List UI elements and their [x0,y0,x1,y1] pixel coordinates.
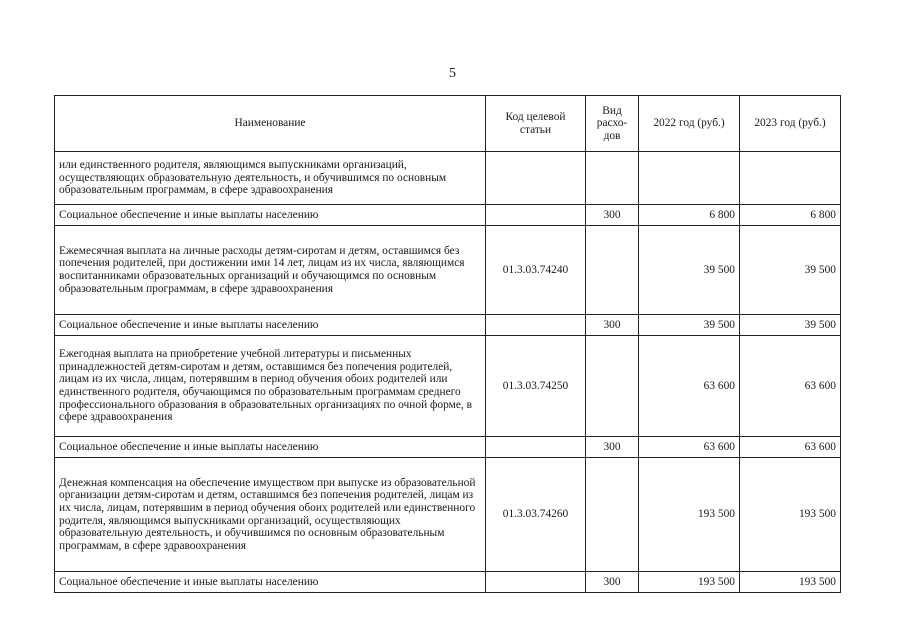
table-row [55,336,841,437]
table-row [55,458,841,572]
row-kind: 300 [586,572,639,593]
row-2023: 39 500 [740,315,841,336]
row-code [486,437,586,458]
row-name: Ежемесячная выплата на личные расходы детям-сиротам и детям, оставшимся без попечения родителей, при достижении ими 14 лет, лицам из их числа, являющимся воспитанниками образовательных организаций и обучающимся по основным образовательным программам, в сфере здравоохранения [55,226,486,315]
row-2023: 63 600 [740,336,841,437]
row-kind [586,226,639,315]
row-name: Денежная компенсация на обеспечение имуществом при выпуске из образовательной организации детям-сиротам и детям, оставшимся без попечения родителей, лицам из их числа, лицам, потерявшим в период обучения обоих родителей или единственного родителя, являющимся выпускниками организаций, осуществляющих образовательную деятельность, и обучившимся по основным образовательным программам, в сфере здравоохранения [55,458,486,572]
row-kind: 300 [586,315,639,336]
table-row [55,437,841,458]
row-code [486,152,586,205]
row-2022: 6 800 [639,205,740,226]
row-kind: 300 [586,437,639,458]
row-kind [586,336,639,437]
row-2022: 39 500 [639,226,740,315]
row-code: 01.3.03.74240 [486,226,586,315]
row-name: Социальное обеспечение и иные выплаты населению [55,315,486,336]
row-kind [586,458,639,572]
row-2022: 193 500 [639,458,740,572]
row-2023 [740,152,841,205]
row-name: Социальное обеспечение и иные выплаты населению [55,437,486,458]
row-name: Социальное обеспечение и иные выплаты населению [55,205,486,226]
row-2023: 193 500 [740,458,841,572]
row-code [486,205,586,226]
row-2022: 63 600 [639,336,740,437]
row-2022: 39 500 [639,315,740,336]
row-2022: 63 600 [639,437,740,458]
table-row [55,205,841,226]
row-2022: 193 500 [639,572,740,593]
row-2023: 63 600 [740,437,841,458]
row-code: 01.3.03.74260 [486,458,586,572]
row-kind: 300 [586,205,639,226]
row-2023: 6 800 [740,205,841,226]
table-row [55,572,841,593]
header-code: Код целевой статьи [486,96,586,152]
row-2023: 39 500 [740,226,841,315]
header-kind: Вид расхо-дов [586,96,639,152]
row-code [486,315,586,336]
header-name: Наименование [55,96,486,152]
page-number: 5 [449,66,456,81]
row-name: Ежегодная выплата на приобретение учебной литературы и письменных принадлежностей детям-сиротам и детям, оставшимся без попечения родителей, лицам из их числа, лицам, потерявшим в период обучения обоих родителей или единственного родителя, обучающимся по образовательным программам среднего профессионального образования в образовательных организациях по очной форме, в сфере здравоохранения [55,336,486,437]
row-2022 [639,152,740,205]
table-row [55,152,841,205]
row-kind [586,152,639,205]
row-name: или единственного родителя, являющимся выпускниками организаций, осуществляющих образовательную деятельность, и обучившимся по основным образовательным программам, в сфере здравоохранения [55,152,486,205]
table-row [55,226,841,315]
row-2023: 193 500 [740,572,841,593]
header-2022: 2022 год (руб.) [639,96,740,152]
table-row [55,315,841,336]
budget-table [54,95,841,593]
row-code [486,572,586,593]
row-code: 01.3.03.74250 [486,336,586,437]
table-header-row [55,96,841,152]
header-2023: 2023 год (руб.) [740,96,841,152]
row-name: Социальное обеспечение и иные выплаты населению [55,572,486,593]
